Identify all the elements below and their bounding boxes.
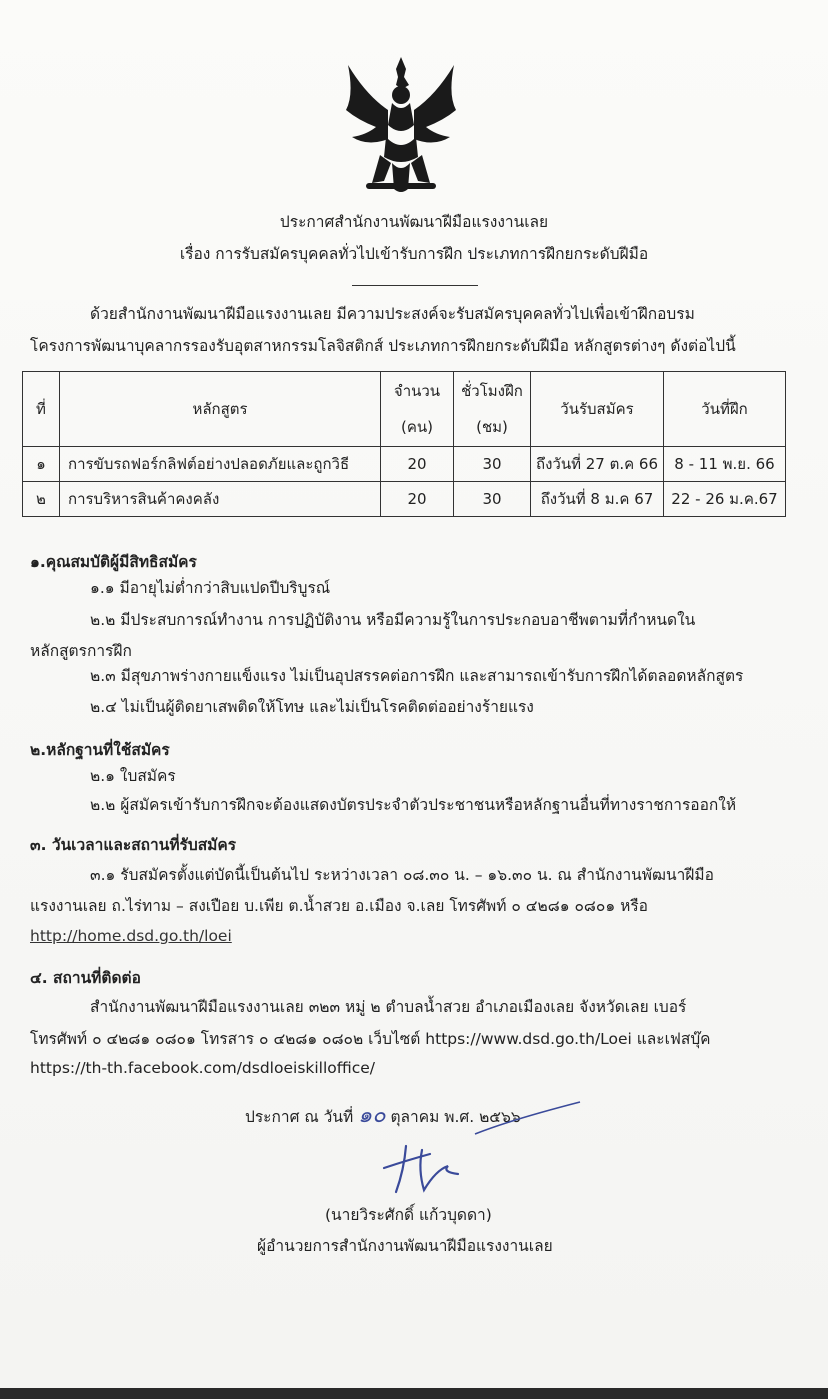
garuda-emblem-icon bbox=[336, 55, 466, 200]
header-hours bbox=[454, 372, 531, 447]
row-apply: ถึงวันที่ 8 ม.ค 67 bbox=[531, 482, 664, 517]
row-count: 20 bbox=[381, 447, 454, 482]
row-hours: 30 bbox=[454, 447, 531, 482]
section1-item-3: ๒.๓ มีสุขภาพร่างกายแข็งแรง ไม่เป็นอุปสรรคต่อการฝึก และสามารถเข้ารับการฝึกได้ตลอดหลักสูตร bbox=[90, 667, 744, 685]
row-no: ๑ bbox=[23, 447, 60, 482]
row-course: การขับรถฟอร์กลิฟต์อย่างปลอดภัยและถูกวิธี bbox=[60, 447, 381, 482]
document-subject: เรื่อง การรับสมัครบุคคลทั่วไปเข้ารับการฝึก ประเภทการฝึกยกระดับฝีมือ bbox=[179, 245, 649, 263]
section4-line-1: สำนักงานพัฒนาฝีมือแรงงานเลย ๓๒๓ หมู่ ๒ ตำบลน้ำสวย อำเภอเมืองเลย จังหวัดเลย เบอร์ bbox=[90, 998, 687, 1016]
announce-prefix: ประกาศ ณ วันที่ bbox=[245, 1108, 354, 1126]
row-no: ๒ bbox=[23, 482, 60, 517]
signer-title: ผู้อำนวยการสำนักงานพัฒนาฝีมือแรงงานเลย bbox=[257, 1237, 553, 1255]
bottom-edge bbox=[0, 1388, 828, 1399]
section1-item-1: ๑.๑ มีอายุไม่ต่ำกว่าสิบแปดปีบริบูรณ์ bbox=[90, 579, 331, 597]
course-table bbox=[22, 371, 786, 517]
section2-item-2: ๒.๒ ผู้สมัครเข้ารับการฝึกจะต้องแสดงบัตรประจำตัวประชาชนหรือหลักฐานอื่นที่ทางราชการออกให้ bbox=[90, 796, 737, 814]
section1-item-2-cont: หลักสูตรการฝึก bbox=[30, 642, 132, 660]
header-count bbox=[381, 372, 454, 447]
intro-line-1: ด้วยสำนักงานพัฒนาฝีมือแรงงานเลย มีความประสงค์จะรับสมัครบุคคลทั่วไปเพื่อเข้าฝึกอบรม bbox=[90, 305, 695, 323]
header-hours-unit: (ชม) bbox=[476, 418, 508, 436]
signature-icon bbox=[378, 1140, 468, 1195]
section3-line-1: ๓.๑ รับสมัครตั้งแต่บัดนี้เป็นต้นไป ระหว่างเวลา ๐๘.๓๐ น. – ๑๖.๓๐ น. ณ สำนักงานพัฒนาฝีมือ bbox=[90, 866, 714, 884]
intro-line-2: โครงการพัฒนาบุคลากรรองรับอุตสาหกรรมโลจิสติกส์ ประเภทการฝึกยกระดับฝีมือ หลักสูตรต่างๆ ดังต่อไปนี้ bbox=[30, 337, 736, 355]
table-row bbox=[23, 482, 786, 517]
row-course: การบริหารสินค้าคงคลัง bbox=[60, 482, 381, 517]
signer-name: (นายวิระศักดิ์ แก้วบุดดา) bbox=[325, 1206, 492, 1224]
row-train: 22 - 26 ม.ค.67 bbox=[664, 482, 786, 517]
pen-stroke-mark bbox=[470, 1098, 585, 1138]
row-apply: ถึงวันที่ 27 ต.ค 66 bbox=[531, 447, 664, 482]
section4-line-2: โทรศัพท์ ๐ ๔๒๘๑ ๐๘๐๑ โทรสาร ๐ ๔๒๘๑ ๐๘๐๒ เว็บไซต์ https://www.dsd.go.th/Loei และเฟสบุ๊ค bbox=[30, 1030, 711, 1048]
section1-item-2: ๒.๒ มีประสบการณ์ทำงาน การปฏิบัติงาน หรือมีความรู้ในการประกอบอาชีพตามที่กำหนดใน bbox=[90, 611, 696, 629]
section4-line-3: https://th-th.facebook.com/dsdloeiskilloffice/ bbox=[30, 1059, 376, 1077]
section1-item-4: ๒.๔ ไม่เป็นผู้ติดยาเสพติดให้โทษ และไม่เป็นโรคติดต่ออย่างร้ายแรง bbox=[90, 698, 534, 716]
document-title: ประกาศสำนักงานพัฒนาฝีมือแรงงานเลย bbox=[279, 213, 549, 231]
header-train: วันที่ฝึก bbox=[664, 372, 786, 447]
header-count-label: จำนวน bbox=[393, 382, 441, 400]
header-count-unit: (คน) bbox=[401, 418, 433, 436]
row-hours: 30 bbox=[454, 482, 531, 517]
announce-suffix: ตุลาคม พ.ศ. ๒๕๖๖ bbox=[390, 1108, 521, 1126]
section1-heading: ๑.คุณสมบัติผู้มีสิทธิสมัคร bbox=[30, 553, 197, 571]
title-divider bbox=[352, 285, 478, 286]
registration-link[interactable]: http://home.dsd.go.th/loei bbox=[30, 927, 232, 945]
section3-line-2: แรงงานเลย ถ.ไร่ทาม – สงเปือย บ.เพีย ต.น้ำสวย อ.เมือง จ.เลย โทรศัพท์ ๐ ๔๒๘๑ ๐๘๐๑ หรือ bbox=[30, 897, 648, 915]
row-count: 20 bbox=[381, 482, 454, 517]
table-row bbox=[23, 447, 786, 482]
section2-item-1: ๒.๑ ใบสมัคร bbox=[90, 767, 176, 785]
section4-heading: ๔. สถานที่ติดต่อ bbox=[30, 969, 141, 987]
section3-heading: ๓. วันเวลาและสถานที่รับสมัคร bbox=[30, 836, 237, 854]
header-apply: วันรับสมัคร bbox=[531, 372, 664, 447]
section2-heading: ๒.หลักฐานที่ใช้สมัคร bbox=[30, 741, 170, 759]
row-train: 8 - 11 พ.ย. 66 bbox=[664, 447, 786, 482]
header-hours-label: ชั่วโมงฝึก bbox=[461, 382, 523, 400]
table-header-row bbox=[23, 372, 786, 447]
header-course: หลักสูตร bbox=[60, 372, 381, 447]
header-no: ที่ bbox=[23, 372, 60, 447]
handwritten-day: ๑๐ bbox=[358, 1103, 386, 1128]
